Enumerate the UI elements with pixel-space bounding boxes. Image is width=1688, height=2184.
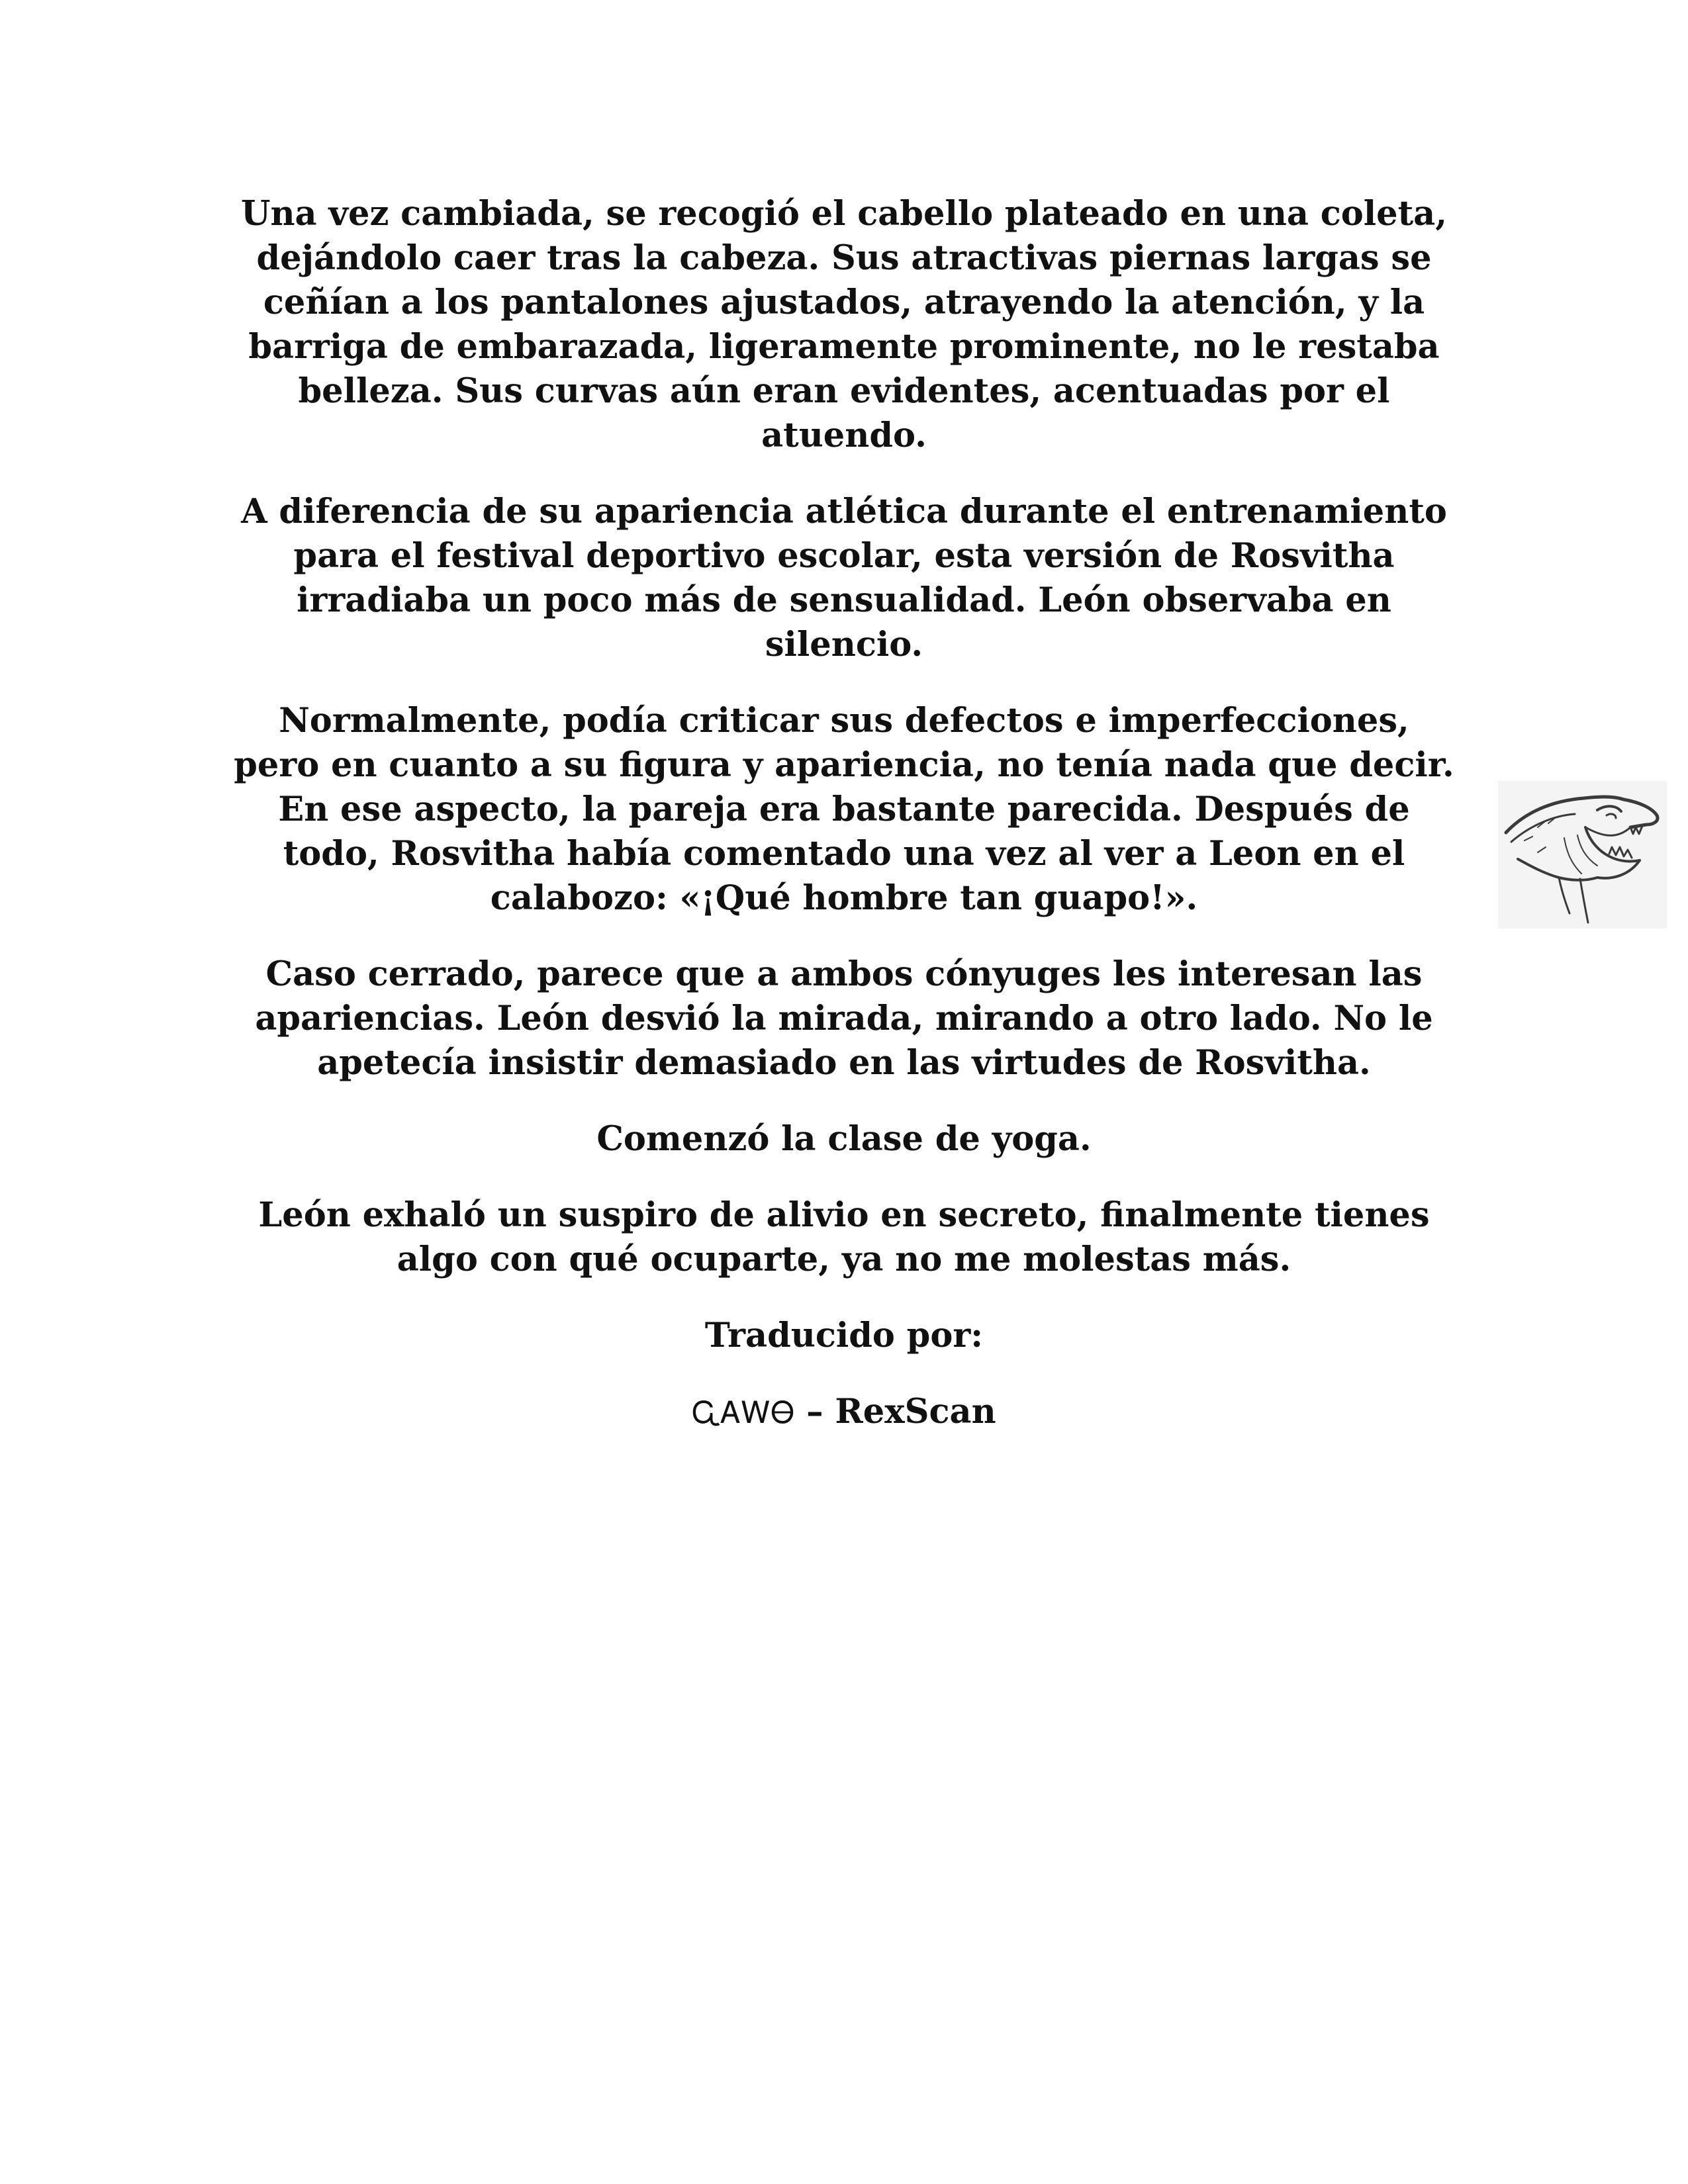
group-name: RexScan [835,1392,996,1432]
paragraph-5: Comenzó la clase de yoga. [596,1119,1092,1159]
paragraph-1: Una vez cambiada, se recogió el cabello plateado en una coleta, dejándolo caer tras la cabeza. Sus atractivas piernas largas se ceñían a los pantalones ajustados, atrayendo la atención, y la barriga de embarazada, ligeramente prominente, no le restaba belleza. Sus curvas aún eran evidentes, acentuadas por el atuendo. [241,194,1447,455]
paragraph-2: A diferencia de su apariencia atlética durante el entrenamiento para el festival deportivo escolar, esta versión de Rosvitha irradiaba un poco más de sensualidad. León observaba en silencio. [241,492,1447,664]
paragraph-4: Caso cerrado, parece que a ambos cónyuges les interesan las apariencias. León desvió la mirada, mirando a otro lado. No le apetecía insistir demasiado en las virtudes de Rosvitha. [255,954,1433,1083]
document-body [232,192,1456,1467]
dinosaur-sketch-icon [1498,781,1667,929]
credits-line [232,1390,1456,1435]
credits-label: Traducido por: [704,1316,984,1355]
paragraph-3: Normalmente, podía criticar sus defectos e imperfecciones, pero en cuanto a su figura y apariencia, no tenía nada que decir. En ese aspecto, la pareja era bastante parecida. Después de todo, Rosvitha había comentado una vez al ver a Leon en el calabozo: «¡Qué hombre tan guapo!». [234,701,1454,918]
credits-separator: – [806,1392,823,1432]
paragraph-6: León exhaló un suspiro de alivio en secreto, finalmente tienes algo con qué ocuparte, ya no me molestas más. [258,1195,1430,1279]
dinosaur-sketch-drawing [1498,781,1667,929]
translator-name: ᏩᎪᎳᎾ [692,1394,795,1430]
